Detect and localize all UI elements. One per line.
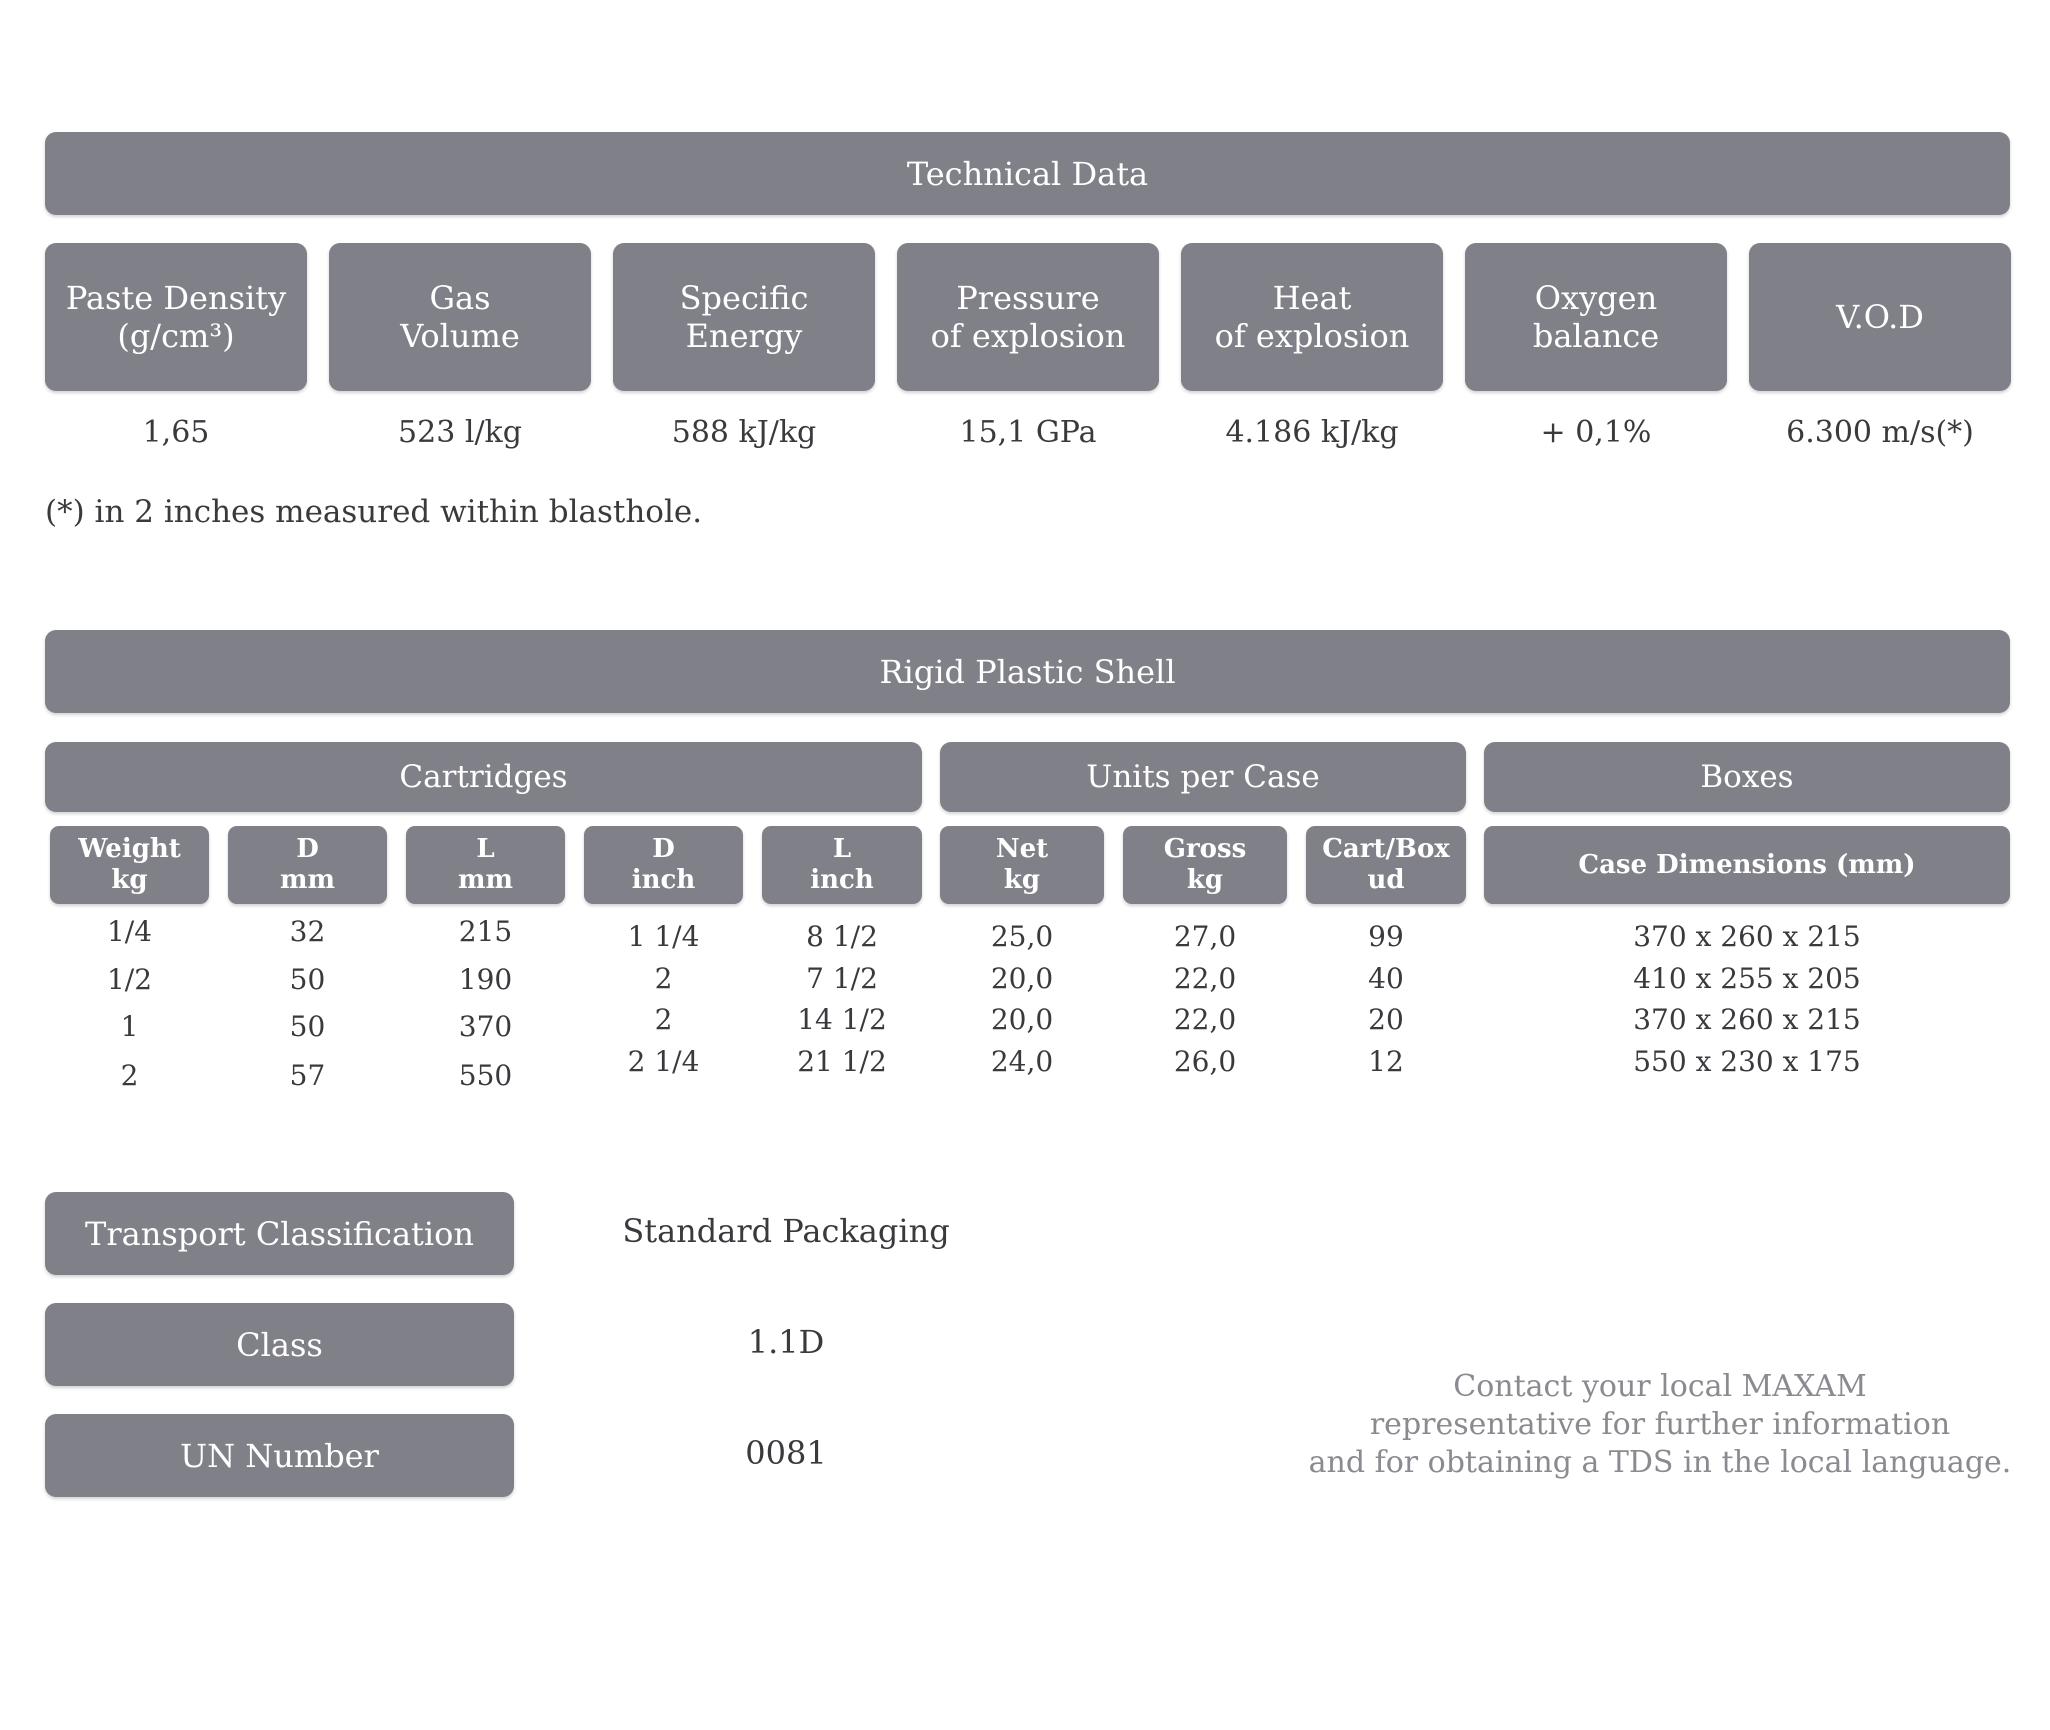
row4-weight: 2	[120, 1059, 139, 1092]
row4-dimensions: 550 x 230 x 175	[1633, 1045, 1861, 1078]
contact-line: representative for further information	[1369, 1407, 1951, 1442]
row2-net: 20,0	[990, 962, 1054, 995]
row4-l-mm: 550	[458, 1059, 513, 1092]
class-label: Class	[45, 1303, 514, 1386]
rigid-plastic-shell-title: Rigid Plastic Shell	[45, 630, 2010, 713]
row2-dimensions: 410 x 255 x 205	[1633, 962, 1861, 995]
subheader-weight-kg: Weight kg	[50, 826, 209, 904]
subheader-cart-box-ud: Cart/Box ud	[1306, 826, 1466, 904]
row1-cart-box: 99	[1368, 920, 1404, 953]
header-specific-energy: Specific Energy	[613, 243, 875, 391]
value-pressure-of-explosion: 15,1 GPa	[959, 415, 1097, 450]
row2-cart-box: 40	[1368, 962, 1404, 995]
group-boxes: Boxes	[1484, 742, 2010, 812]
row3-dimensions: 370 x 260 x 215	[1633, 1003, 1861, 1036]
row1-dimensions: 370 x 260 x 215	[1633, 920, 1861, 953]
transport-classification-label: Transport Classification	[45, 1192, 514, 1275]
subheader-d-mm: D mm	[228, 826, 387, 904]
header-paste-density: Paste Density (g/cm³)	[45, 243, 307, 391]
row1-weight: 1/4	[106, 915, 153, 948]
group-units-per-case: Units per Case	[940, 742, 1466, 812]
row3-l-inch: 14 1/2	[797, 1003, 887, 1036]
row1-l-mm: 215	[458, 915, 513, 948]
value-heat-of-explosion: 4.186 kJ/kg	[1225, 415, 1399, 450]
row3-l-mm: 370	[458, 1010, 513, 1043]
row1-net: 25,0	[990, 920, 1054, 953]
footnote: (*) in 2 inches measured within blasthole.	[45, 494, 703, 530]
row3-net: 20,0	[990, 1003, 1054, 1036]
header-vod: V.O.D	[1749, 243, 2011, 391]
row3-gross: 22,0	[1173, 1003, 1237, 1036]
subheader-net-kg: Net kg	[940, 826, 1104, 904]
row2-l-mm: 190	[458, 963, 513, 996]
row1-d-inch: 1 1/4	[627, 920, 700, 953]
un-number-label: UN Number	[45, 1414, 514, 1497]
row3-cart-box: 20	[1368, 1003, 1404, 1036]
contact-note	[1290, 1368, 2030, 1482]
header-pressure-of-explosion: Pressure of explosion	[897, 243, 1159, 391]
row1-l-inch: 8 1/2	[806, 920, 878, 953]
contact-line: and for obtaining a TDS in the local language.	[1308, 1445, 2012, 1480]
header-gas-volume: Gas Volume	[329, 243, 591, 391]
row1-gross: 27,0	[1173, 920, 1237, 953]
row4-cart-box: 12	[1368, 1045, 1404, 1078]
header-heat-of-explosion: Heat of explosion	[1181, 243, 1443, 391]
value-paste-density: 1,65	[142, 415, 210, 450]
row2-weight: 1/2	[106, 963, 153, 996]
value-vod: 6.300 m/s(*)	[1786, 415, 1974, 450]
row4-net: 24,0	[990, 1045, 1054, 1078]
row4-d-mm: 57	[289, 1059, 326, 1092]
group-cartridges: Cartridges	[45, 742, 922, 812]
transport-classification-value: Standard Packaging	[622, 1212, 950, 1250]
row4-l-inch: 21 1/2	[797, 1045, 887, 1078]
subheader-l-inch: L inch	[762, 826, 922, 904]
row3-d-inch: 2	[654, 1003, 673, 1036]
header-oxygen-balance: Oxygen balance	[1465, 243, 1727, 391]
row2-d-inch: 2	[654, 962, 673, 995]
row4-gross: 26,0	[1173, 1045, 1237, 1078]
subheader-gross-kg: Gross kg	[1123, 826, 1287, 904]
row3-weight: 1	[120, 1010, 139, 1043]
row3-d-mm: 50	[289, 1010, 326, 1043]
row2-l-inch: 7 1/2	[806, 962, 878, 995]
value-specific-energy: 588 kJ/kg	[671, 415, 817, 450]
subheader-l-mm: L mm	[406, 826, 565, 904]
row4-d-inch: 2 1/4	[627, 1045, 700, 1078]
row1-d-mm: 32	[289, 915, 326, 948]
technical-data-title: Technical Data	[45, 132, 2010, 215]
contact-line: Contact your local MAXAM	[1453, 1369, 1867, 1404]
un-number-value: 0081	[745, 1434, 827, 1472]
subheader-case-dimensions: Case Dimensions (mm)	[1484, 826, 2010, 904]
value-gas-volume: 523 l/kg	[398, 415, 522, 450]
row2-d-mm: 50	[289, 963, 326, 996]
subheader-d-inch: D inch	[584, 826, 743, 904]
class-value: 1.1D	[747, 1323, 825, 1361]
value-oxygen-balance: + 0,1%	[1540, 415, 1652, 450]
row2-gross: 22,0	[1173, 962, 1237, 995]
